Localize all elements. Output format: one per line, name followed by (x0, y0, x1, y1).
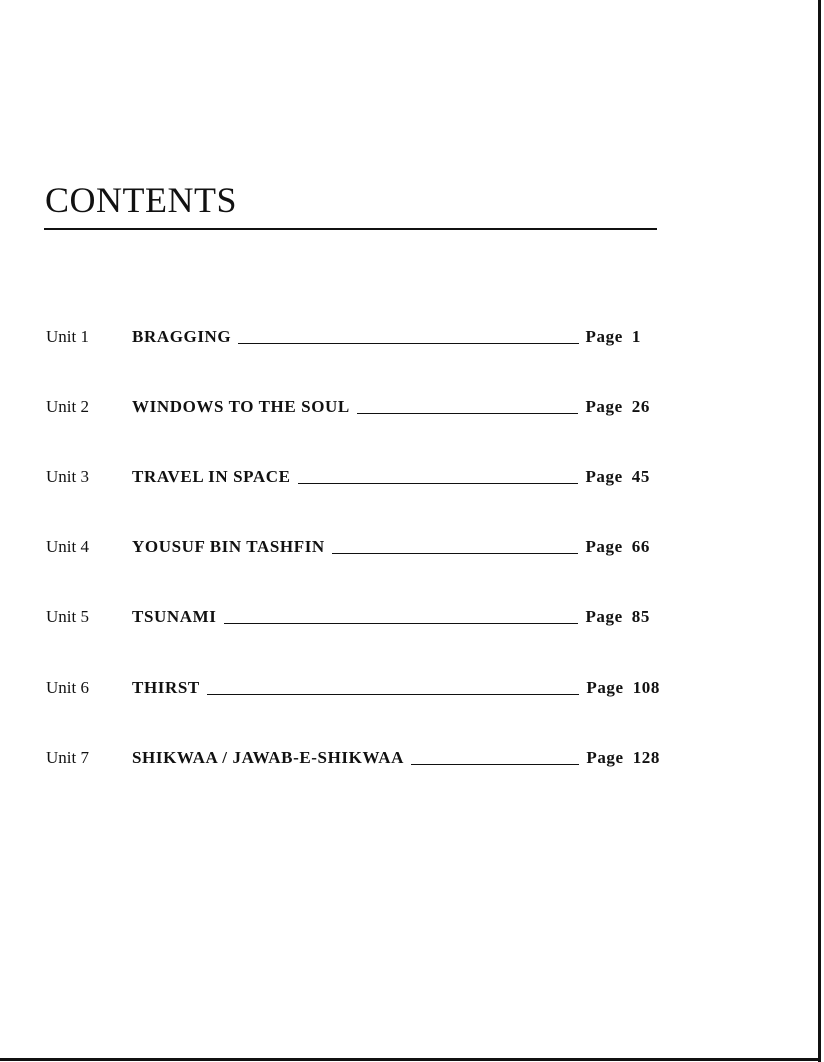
page-reference (586, 678, 660, 698)
leader-line (332, 553, 579, 555)
leader-line (411, 764, 579, 766)
page-word: Page (585, 537, 623, 556)
page-reference (585, 467, 650, 487)
toc-entry-unit-1[interactable] (46, 323, 666, 349)
unit-title: TSUNAMI (132, 607, 217, 626)
unit-number: Unit 3 (46, 467, 89, 486)
page-reference (586, 327, 641, 347)
page-number: 128 (632, 748, 660, 767)
unit-number: Unit 4 (46, 537, 89, 556)
page-word: Page (585, 397, 623, 416)
unit-title: YOUSUF BIN TASHFIN (132, 537, 325, 556)
unit-title: THIRST (132, 678, 200, 697)
leader-line (238, 343, 578, 345)
page-word: Page (585, 327, 623, 346)
page-word: Page (585, 467, 623, 486)
leader-line (357, 413, 579, 415)
toc-entry-unit-6[interactable] (46, 674, 666, 700)
unit-title: BRAGGING (132, 327, 232, 346)
page-number: 1 (631, 327, 641, 346)
page-reference (585, 397, 650, 417)
toc-entry-unit-3[interactable] (46, 463, 666, 489)
unit-title: WINDOWS TO THE SOUL (132, 397, 350, 416)
page-number: 45 (631, 467, 650, 486)
page-word: Page (586, 748, 624, 767)
unit-number: Unit 6 (46, 678, 89, 697)
page-number: 108 (632, 678, 660, 697)
page-number: 66 (631, 537, 650, 556)
leader-line (207, 694, 579, 696)
toc-entry-unit-7[interactable] (46, 744, 666, 770)
unit-number: Unit 2 (46, 397, 89, 416)
leader-line (298, 483, 579, 485)
page-border-bottom (0, 1058, 821, 1061)
page-reference (586, 748, 660, 768)
page-word: Page (586, 678, 624, 697)
unit-number: Unit 1 (46, 327, 89, 346)
toc-entry-unit-4[interactable] (46, 533, 666, 559)
title-underline (44, 228, 657, 230)
page-number: 85 (631, 607, 650, 626)
page-number: 26 (631, 397, 650, 416)
page-word: Page (585, 607, 623, 626)
page-border-right (818, 0, 821, 1062)
toc-entry-unit-2[interactable] (46, 393, 666, 419)
page-title: CONTENTS (45, 180, 237, 220)
leader-line (224, 623, 579, 625)
page-reference (585, 607, 650, 627)
unit-number: Unit 7 (46, 748, 89, 767)
toc-entry-unit-5[interactable] (46, 603, 666, 629)
unit-title: TRAVEL IN SPACE (132, 467, 291, 486)
unit-title: SHIKWAA / JAWAB-E-SHIKWAA (132, 748, 404, 767)
unit-number: Unit 5 (46, 607, 89, 626)
page-reference (585, 537, 650, 557)
